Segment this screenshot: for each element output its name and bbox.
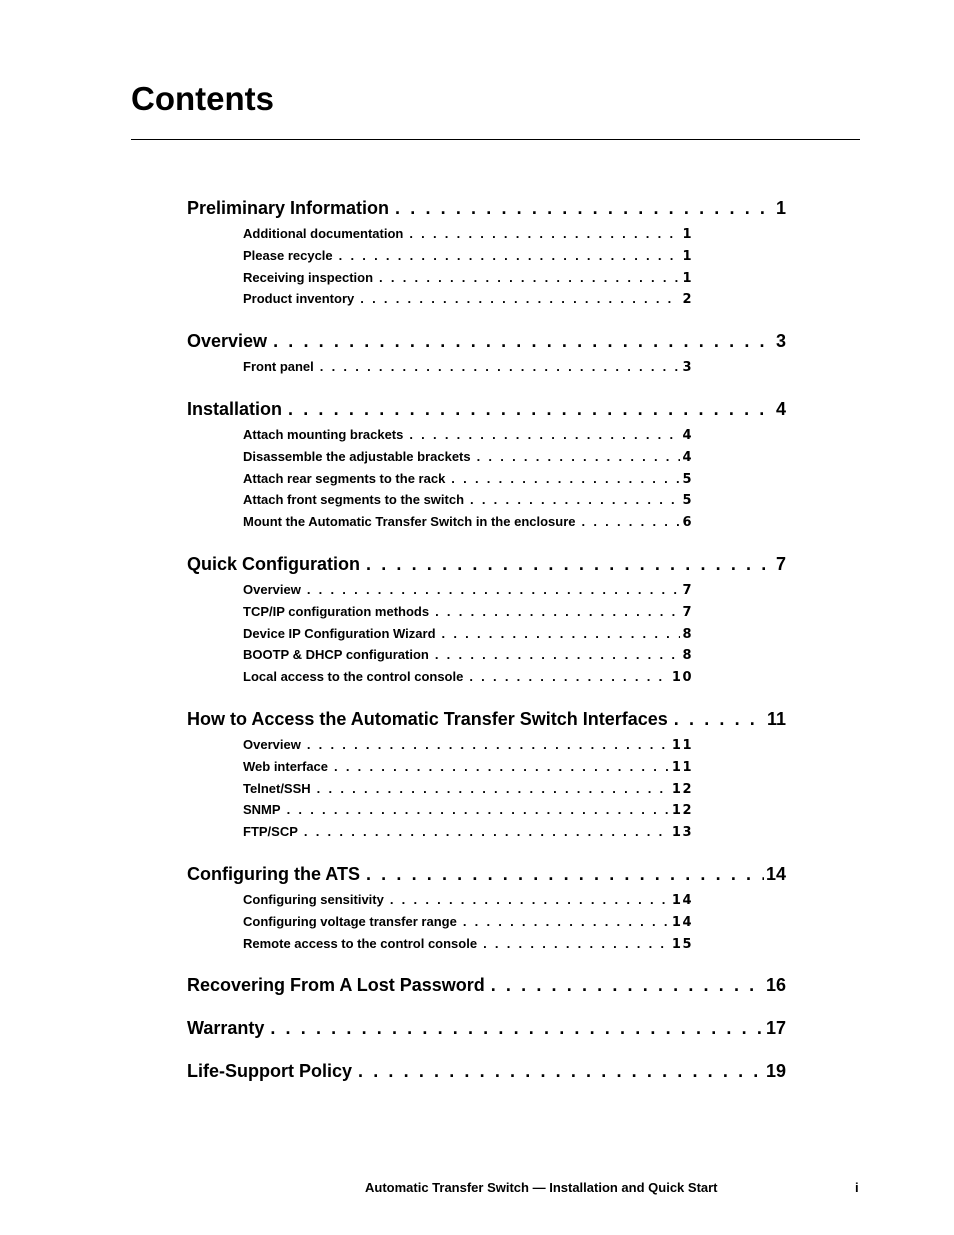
toc-main-entry[interactable] <box>187 1016 786 1040</box>
toc-sub-label: Web interface <box>243 758 329 774</box>
toc-sub-entry[interactable] <box>243 601 693 623</box>
toc-sub-entry[interactable] <box>243 911 693 933</box>
dot-leader <box>379 267 680 289</box>
toc-sub-label: Device IP Configuration Wizard <box>243 625 436 641</box>
dot-leader <box>435 644 681 666</box>
dot-leader <box>339 245 681 267</box>
toc-section <box>187 397 787 533</box>
toc-sub-page: 7 <box>682 582 693 598</box>
toc-main-label: Life-Support Policy <box>187 1061 353 1082</box>
toc-main-page: 7 <box>775 553 786 574</box>
toc-sub-entry[interactable] <box>243 356 693 378</box>
toc-sub-page: 12 <box>671 781 693 797</box>
toc-main-entry[interactable] <box>187 862 786 886</box>
toc-main-page: 4 <box>775 398 786 419</box>
toc-sub-page: 5 <box>682 471 693 487</box>
toc-sub-page: 1 <box>682 270 693 286</box>
toc-section <box>187 862 787 954</box>
toc-sub-entry[interactable] <box>243 889 693 911</box>
dot-leader <box>470 489 680 511</box>
toc-sub-page: 14 <box>671 892 693 908</box>
toc-main-entry[interactable] <box>187 973 786 997</box>
toc-sub-entry[interactable] <box>243 288 693 310</box>
toc-sub-page: 11 <box>671 737 693 753</box>
toc-subsection-list <box>187 734 787 843</box>
toc-sub-entry[interactable] <box>243 245 693 267</box>
toc-sub-page: 13 <box>671 825 693 841</box>
toc-sub-label: Configuring voltage transfer range <box>243 913 457 929</box>
toc-sub-page: 10 <box>671 670 693 686</box>
dot-leader <box>477 446 681 468</box>
toc-sub-entry[interactable] <box>243 489 693 511</box>
toc-sub-label: Overview <box>243 736 301 752</box>
toc-sub-page: 14 <box>671 914 693 930</box>
toc-sub-entry[interactable] <box>243 267 693 289</box>
toc-sub-label: Product inventory <box>243 291 355 307</box>
toc-sub-entry[interactable] <box>243 446 693 468</box>
toc-sub-page: 2 <box>682 292 693 308</box>
dot-leader <box>320 356 681 378</box>
toc-main-label: Quick Configuration <box>187 553 360 574</box>
toc-main-page: 1 <box>775 198 786 218</box>
toc-main-label: Overview <box>187 331 268 352</box>
toc-subsection-list <box>187 356 787 378</box>
toc-section <box>187 707 787 843</box>
dot-leader <box>390 889 670 911</box>
toc-sub-entry[interactable] <box>243 756 693 778</box>
toc-main-entry[interactable] <box>187 552 786 576</box>
toc-sub-page: 8 <box>682 648 693 664</box>
toc-sub-label: Remote access to the control console <box>243 935 478 951</box>
toc-sub-label: TCP/IP configuration methods <box>243 603 430 619</box>
dot-leader <box>360 288 680 310</box>
toc-sub-label: BOOTP & DHCP configuration <box>243 647 429 663</box>
toc-main-entry[interactable] <box>187 1059 786 1083</box>
toc-sub-label: Additional documentation <box>243 226 404 241</box>
dot-leader <box>451 468 680 490</box>
toc-sub-entry[interactable] <box>243 821 693 843</box>
toc-main-page: 14 <box>765 863 786 884</box>
toc-sub-page: 15 <box>671 936 693 952</box>
toc-sub-label: Attach mounting brackets <box>243 426 404 442</box>
dot-leader <box>366 862 764 886</box>
dot-leader <box>491 973 764 997</box>
toc-sub-page: 6 <box>682 515 693 531</box>
toc-sub-label: Please recycle <box>243 247 333 263</box>
toc-main-entry[interactable] <box>187 397 786 421</box>
toc-sub-page: 8 <box>682 626 693 642</box>
toc-sub-page: 4 <box>682 427 693 443</box>
toc-main-page: 19 <box>765 1061 786 1082</box>
dot-leader <box>287 799 670 821</box>
toc-subsection-list <box>187 223 787 310</box>
dot-leader <box>307 579 681 601</box>
dot-leader <box>304 821 670 843</box>
toc-sub-page: 12 <box>671 803 693 819</box>
toc-sub-label: Overview <box>243 581 301 597</box>
page-title: Contents <box>131 80 274 117</box>
toc-section <box>187 552 787 688</box>
dot-leader <box>270 1016 764 1040</box>
toc-subsection-list <box>187 424 787 533</box>
footer-page-number: i <box>855 1180 859 1195</box>
dot-leader <box>395 196 774 220</box>
toc-main-label: Configuring the ATS <box>187 863 360 884</box>
toc-sub-page: 1 <box>682 227 693 242</box>
toc-main-label: Warranty <box>187 1018 265 1039</box>
toc-main-entry[interactable] <box>187 196 786 220</box>
toc-section <box>187 1059 787 1083</box>
dot-leader <box>409 223 680 245</box>
toc-sub-entry[interactable] <box>243 644 693 666</box>
toc-main-label: Recovering From A Lost Password <box>187 975 485 996</box>
toc-sub-entry[interactable] <box>243 799 693 821</box>
toc-section <box>187 1016 787 1040</box>
dot-leader <box>273 329 774 353</box>
dot-leader <box>409 424 680 446</box>
toc-sub-label: FTP/SCP <box>243 824 298 840</box>
toc-sub-label: Disassemble the adjustable brackets <box>243 448 471 464</box>
toc-sub-label: Telnet/SSH <box>243 780 311 796</box>
toc-sub-label: Configuring sensitivity <box>243 891 384 907</box>
toc-sub-entry[interactable] <box>243 511 693 533</box>
toc-sub-label: Front panel <box>243 359 314 375</box>
dot-leader <box>463 911 670 933</box>
footer-text: Automatic Transfer Switch — Installation and Quick Start <box>365 1180 718 1195</box>
toc-sub-label: Attach rear segments to the rack <box>243 470 446 486</box>
dot-leader <box>582 511 681 533</box>
toc-sub-label: Attach front segments to the switch <box>243 492 465 508</box>
toc-sub-page: 4 <box>682 449 693 465</box>
toc-section <box>187 973 787 997</box>
dot-leader <box>366 552 774 576</box>
toc-main-label: Installation <box>187 398 283 419</box>
toc-main-page: 3 <box>775 331 786 352</box>
toc-sub-label: Mount the Automatic Transfer Switch in the enclosure <box>243 514 576 530</box>
toc-main-page: 11 <box>766 708 786 729</box>
toc-sub-entry[interactable] <box>243 666 693 688</box>
toc-section <box>187 196 787 310</box>
toc-sub-page: 3 <box>682 360 693 376</box>
toc-subsection-list <box>187 579 787 688</box>
toc-sub-entry[interactable] <box>243 623 693 645</box>
toc-sub-page: 11 <box>671 759 693 775</box>
toc-sub-entry[interactable] <box>243 778 693 800</box>
dot-leader <box>317 778 670 800</box>
toc-main-entry[interactable] <box>187 707 786 731</box>
toc-sub-label: Local access to the control console <box>243 669 464 685</box>
toc-main-label: Preliminary Information <box>187 198 390 218</box>
dot-leader <box>674 707 765 731</box>
toc-sub-entry[interactable] <box>243 468 693 490</box>
dot-leader <box>334 756 670 778</box>
dot-leader <box>442 623 681 645</box>
toc-sub-page: 5 <box>682 493 693 509</box>
dot-leader <box>435 601 680 623</box>
toc-main-page: 16 <box>765 975 786 996</box>
toc-sub-entry[interactable] <box>243 223 693 245</box>
toc-sub-entry[interactable] <box>243 933 693 955</box>
dot-leader <box>307 734 670 756</box>
title-divider <box>131 139 860 140</box>
dot-leader <box>483 933 670 955</box>
toc-sub-entry[interactable] <box>243 734 693 756</box>
dot-leader <box>358 1059 764 1083</box>
toc-sub-label: SNMP <box>243 802 281 818</box>
toc-sub-page: 1 <box>682 248 693 264</box>
toc-sub-entry[interactable] <box>243 579 693 601</box>
toc-main-entry[interactable] <box>187 329 786 353</box>
toc-sub-entry[interactable] <box>243 424 693 446</box>
toc-subsection-list <box>187 889 787 954</box>
toc-section <box>187 329 787 378</box>
toc-sub-label: Receiving inspection <box>243 269 374 285</box>
toc-main-label: How to Access the Automatic Transfer Switch Interfaces <box>187 708 668 729</box>
toc-main-page: 17 <box>765 1018 786 1039</box>
dot-leader <box>288 397 774 421</box>
toc-sub-page: 7 <box>682 604 693 620</box>
dot-leader <box>469 666 670 688</box>
table-of-contents <box>187 196 787 1102</box>
